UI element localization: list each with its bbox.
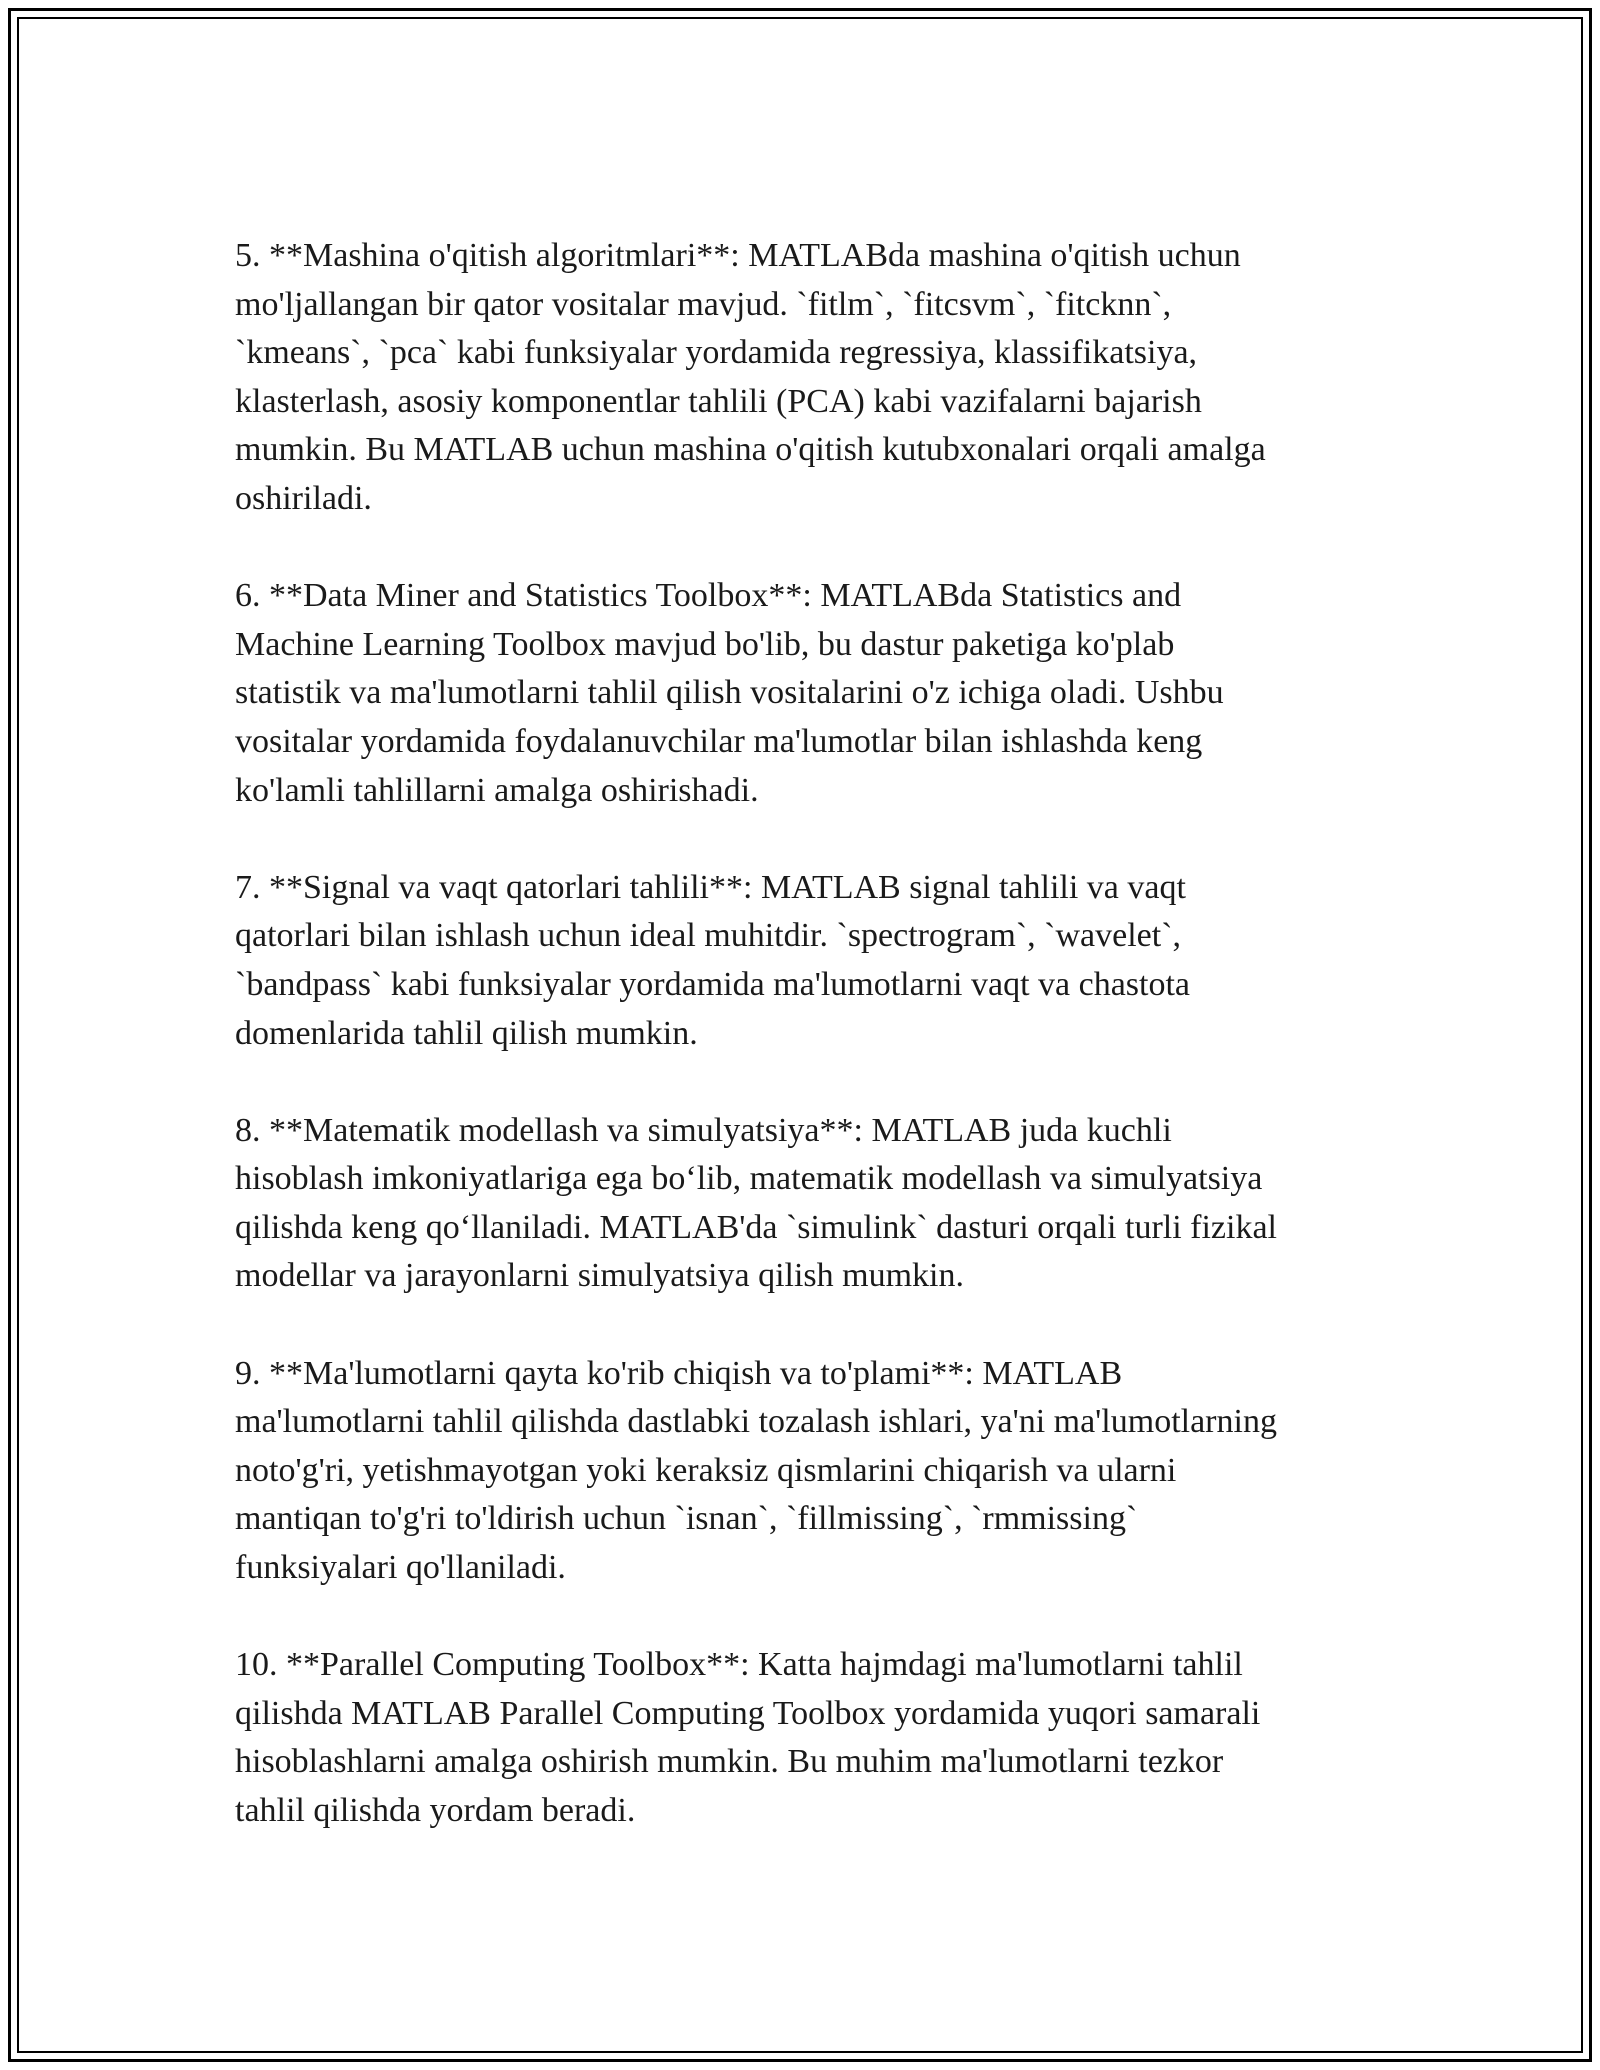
- text-line: vositalar yordamida foydalanuvchilar ma'lumotlar bilan ishlashda keng: [235, 722, 1203, 760]
- text-line: mumkin. Bu MATLAB uchun mashina o'qitish kutubxonalari orqali amalga: [235, 431, 1266, 469]
- text-line: 8. **Matematik modellash va simulyatsiya**: MATLAB juda kuchli: [235, 1111, 1172, 1149]
- text-line: `bandpass` kabi funksiyalar yordamida ma'lumotlarni vaqt va chastota: [235, 965, 1191, 1003]
- text-line: 7. **Signal va vaqt qatorlari tahlili**: MATLAB signal tahlili va vaqt: [235, 868, 1186, 906]
- text-line: mo'ljallangan bir qator vositalar mavjud. `fitlm`, `fitcsvm`, `fitcknn`,: [235, 285, 1172, 323]
- paragraph-signal-analysis: [235, 864, 1375, 1058]
- text-line: qilishda MATLAB Parallel Computing Toolbox yordamida yuqori samarali: [235, 1694, 1261, 1732]
- text-line: domenlarida tahlil qilish mumkin.: [235, 1014, 698, 1052]
- text-line: hisoblashlarni amalga oshirish mumkin. Bu muhim ma'lumotlarni tezkor: [235, 1743, 1224, 1781]
- text-line: 5. **Mashina o'qitish algoritmlari**: MATLABda mashina o'qitish uchun: [235, 237, 1241, 274]
- text-line: hisoblash imkoniyatlariga ega bo‘lib, matematik modellash va simulyatsiya: [235, 1160, 1263, 1198]
- text-line: 10. **Parallel Computing Toolbox**: Katta hajmdagi ma'lumotlarni tahlil: [235, 1646, 1243, 1684]
- paragraph-statistics-toolbox: [235, 572, 1375, 815]
- text-line: oshiriladi.: [235, 479, 372, 517]
- text-line: qilishda keng qo‘llaniladi. MATLAB'da `simulink` dasturi orqali turli fizikal: [235, 1208, 1277, 1246]
- text-line: 6. **Data Miner and Statistics Toolbox**: MATLABda Statistics and: [235, 577, 1182, 615]
- paragraph-machine-learning: [235, 232, 1375, 524]
- text-line: klasterlash, asosiy komponentlar tahlili (PCA) kabi vazifalarni bajarish: [235, 382, 1202, 420]
- text-line: ma'lumotlarni tahlil qilishda dastlabki tozalash ishlari, ya'ni ma'lumotlarning: [235, 1403, 1277, 1441]
- text-line: funksiyalari qo'llaniladi.: [235, 1549, 566, 1587]
- paragraph-modeling-simulation: [235, 1107, 1375, 1301]
- paragraph-data-cleaning: [235, 1350, 1375, 1593]
- paragraph-parallel-computing: [235, 1641, 1375, 1835]
- text-line: Machine Learning Toolbox mavjud bo'lib, bu dastur paketiga ko'plab: [235, 625, 1175, 663]
- text-line: qatorlari bilan ishlash uchun ideal muhitdir. `spectrogram`, `wavelet`,: [235, 917, 1182, 955]
- text-line: ko'lamli tahlillarni amalga oshirishadi.: [235, 771, 759, 809]
- text-line: mantiqan to'g'ri to'ldirish uchun `isnan`, `fillmissing`, `rmmissing`: [235, 1500, 1138, 1538]
- text-line: 9. **Ma'lumotlarni qayta ko'rib chiqish va to'plami**: MATLAB: [235, 1354, 1123, 1392]
- text-line: tahlil qilishda yordam beradi.: [235, 1792, 636, 1829]
- text-line: noto'g'ri, yetishmayotgan yoki keraksiz qismlarini chiqarish va ularni: [235, 1451, 1177, 1489]
- text-line: `kmeans`, `pca` kabi funksiyalar yordamida regressiya, klassifikatsiya,: [235, 334, 1198, 372]
- text-line: statistik va ma'lumotlarni tahlil qilish vositalarini o'z ichiga oladi. Ushbu: [235, 674, 1224, 712]
- text-line: modellar va jarayonlarni simulyatsiya qilish mumkin.: [235, 1257, 964, 1295]
- document-body: [235, 232, 1375, 1836]
